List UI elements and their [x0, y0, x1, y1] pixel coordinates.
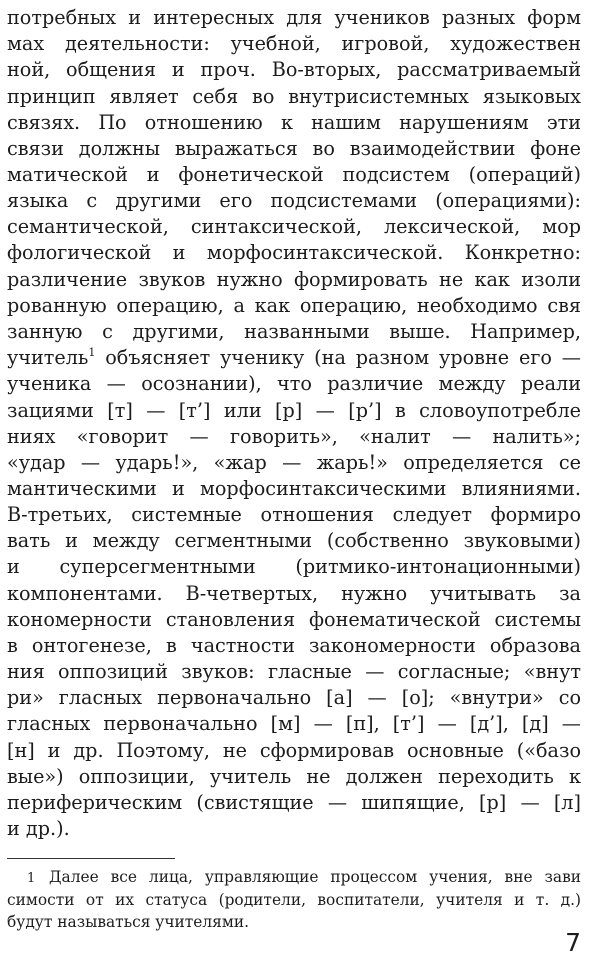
text-line: ной, общения и проч. Во-вторых, рассматриваемый	[7, 58, 581, 81]
text-line: ученика — осознании), что различие между реали	[7, 372, 581, 395]
text-line: «удар — ударь!», «жар — жарь!» определяется се	[7, 451, 581, 474]
text-line: связях. По отношению к нашим нарушениям эти	[7, 111, 581, 134]
text-line: связи должны выражаться во взаимодействии фоне	[7, 137, 581, 160]
text-line: кономерности становления фонематической системы	[7, 608, 581, 631]
text-line: и суперсегментными (ритмико-интонационными)	[7, 555, 581, 578]
text-line: зациями [т] — [т’] или [р] — [р’] в словоупотребле	[7, 399, 581, 422]
text-line: принцип являет себя во внутрисистемных языковых	[7, 85, 581, 108]
text-line: [н] и др. Поэтому, не сформировав основные («базо	[7, 739, 581, 762]
text-line: вые») оппозиции, учитель не должен переходить к	[7, 765, 581, 788]
text-line: потребных и интересных для учеников разных форм	[7, 6, 581, 29]
text-line: ния оппозиций звуков: гласные — согласные; «внут	[7, 660, 581, 683]
text-line: семантической, синтаксической, лексической, мор	[7, 215, 581, 238]
text-line: гласных первоначально [м] — [п], [т’] — [д’], [д] —	[7, 712, 581, 735]
text-line	[7, 345, 581, 371]
text-line: В-третьих, системные отношения следует формиро	[7, 503, 581, 526]
text-line-rest: объясняет ученику (на разном уровне его —	[105, 346, 581, 369]
page-number: 7	[565, 928, 581, 957]
footnote-text: Далее все лица, управляющие процессом учения, вне зави	[49, 868, 581, 886]
footnote-number: 1	[27, 871, 36, 886]
text-line: рованную операцию, а как операцию, необходимо свя	[7, 294, 581, 317]
text-line: матической и фонетической подсистем (операций)	[7, 163, 581, 186]
text-line: периферическим (свистящие — шипящие, [р] — [л]	[7, 791, 581, 814]
text-line: мах деятельности: учебной, игровой, художествен	[7, 32, 581, 55]
text-line: фологической и морфосинтаксической. Конкретно:	[7, 241, 581, 264]
footnote-line: симости от их статуса (родители, воспитатели, учителя и т. д.)	[7, 891, 581, 909]
text-line: языка с другими его подсистемами (операциями):	[7, 189, 581, 212]
footnote-line: будут называться учителями.	[7, 913, 250, 931]
footnote-marker: 1	[88, 346, 96, 359]
text-line: вать и между сегментными (собственно звуковыми)	[7, 529, 581, 552]
text-line: различение звуков нужно формировать не как изоли	[7, 268, 581, 291]
text-line: ниях «говорит — говорить», «налит — налить»;	[7, 425, 581, 448]
text-word: учитель	[7, 346, 89, 369]
footnote-separator	[7, 858, 175, 859]
text-line: мантическими и морфосинтаксическими влияниями.	[7, 477, 581, 500]
book-page	[7, 0, 581, 970]
text-line: в онтогенезе, в частности закономерности образова	[7, 634, 581, 657]
text-line: занную с другими, названными выше. Например,	[7, 320, 581, 343]
text-line: компонентами. В-четвертых, нужно учитывать за	[7, 582, 581, 605]
footnote-line	[7, 866, 581, 888]
text-line: ри» гласных первоначально [а] — [о]; «внутри» со	[7, 686, 581, 709]
text-line: и др.).	[7, 817, 70, 840]
